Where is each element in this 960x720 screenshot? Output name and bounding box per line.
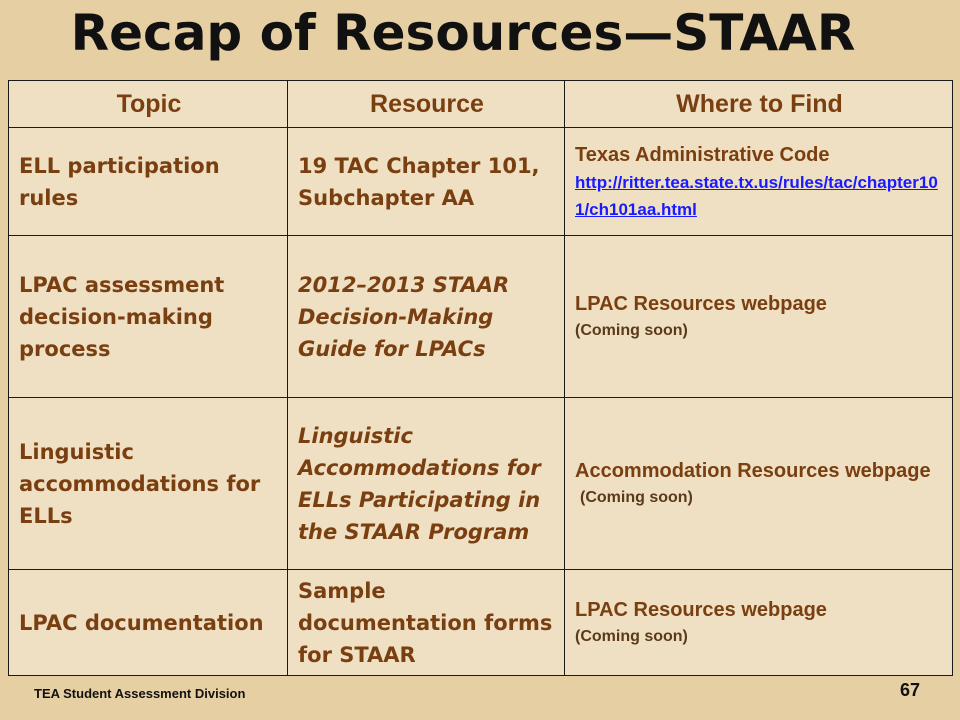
resource-cell: 19 TAC Chapter 101, Subchapter AA [288,128,565,236]
resource-cell: 2012–2013 STAAR Decision-Making Guide for LPACs [288,236,565,398]
table-row [9,236,953,398]
footer-division: TEA Student Assessment Division [34,686,246,701]
where-note: (Coming soon) [575,627,688,645]
topic-cell: LPAC assessment decision-making process [9,236,288,398]
column-header-where: Where to Find [565,81,953,128]
topic-cell: LPAC documentation [9,570,288,676]
resources-grid [8,80,953,676]
where-cell [565,570,953,676]
where-title: LPAC Resources webpage [575,292,827,315]
table-header-row [9,81,953,128]
where-title: Accommodation Resources webpage [575,459,931,482]
where-note: (Coming soon) [580,488,693,506]
slide-title: Recap of Resources—STAAR [70,4,856,62]
where-title: Texas Administrative Code [575,143,830,166]
table-row [9,398,953,570]
column-header-resource: Resource [288,81,565,128]
tac-link[interactable]: http://ritter.tea.state.tx.us/rules/tac/chapter101/ch101aa.html [575,172,938,219]
resource-cell: Linguistic Accommodations for ELLs Participating in the STAAR Program [288,398,565,570]
where-cell [565,398,953,570]
resources-table [8,80,952,675]
where-cell [565,128,953,236]
topic-cell: Linguistic accommodations for ELLs [9,398,288,570]
table-row [9,570,953,676]
column-header-topic: Topic [9,81,288,128]
where-cell [565,236,953,398]
resource-cell: Sample documentation forms for STAAR [288,570,565,676]
table-row [9,128,953,236]
topic-cell: ELL participation rules [9,128,288,236]
where-title: LPAC Resources webpage [575,598,827,621]
where-note: (Coming soon) [575,321,688,339]
page-number: 67 [899,680,920,700]
